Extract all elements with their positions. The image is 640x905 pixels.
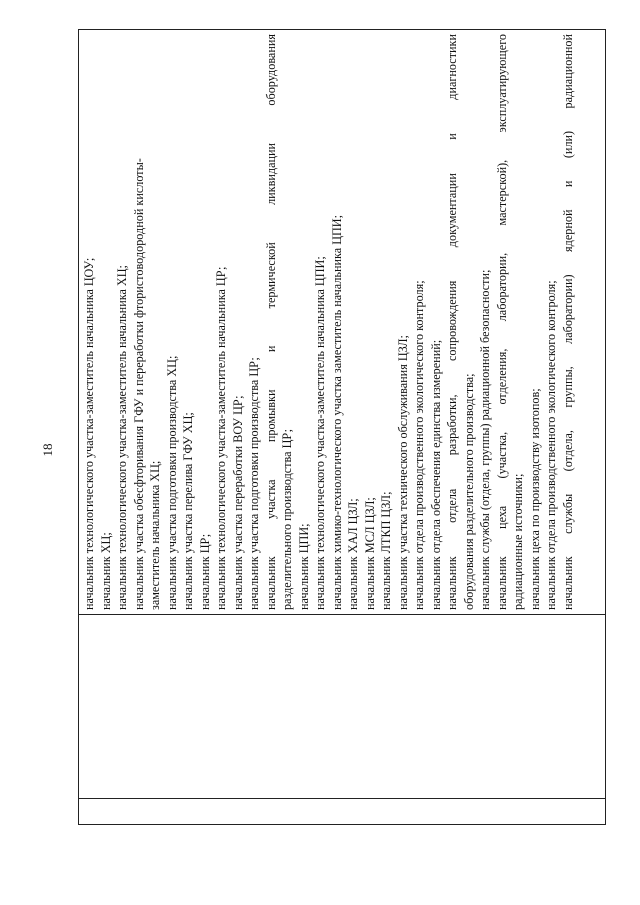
list-item: начальник ЦПИ; bbox=[296, 523, 311, 610]
table-row bbox=[79, 30, 606, 825]
list-item: начальник участка подготовки производства ЦР; bbox=[247, 357, 261, 610]
page-number: 18 bbox=[40, 443, 55, 457]
positions-table bbox=[78, 29, 606, 825]
table-cell-category bbox=[79, 615, 606, 799]
list-item: начальник службы (отдела, группы) радиационной безопасности; bbox=[478, 269, 492, 610]
list-item: оборудования разделительного производства; bbox=[461, 373, 476, 610]
list-item: начальник участка обесфторивания ГФУ и переработки фтористоводородной кислоты- bbox=[131, 158, 146, 610]
list-item: начальник ЛТКП ЦЗЛ; bbox=[379, 491, 393, 610]
list-item: начальник участка промывки и термической ликвидации оборудования bbox=[263, 34, 278, 610]
table-cell-positions bbox=[79, 30, 606, 615]
list-item: начальник участка технического обслуживания ЦЗЛ; bbox=[395, 335, 410, 610]
list-item: начальник цеха по производству изотопов; bbox=[527, 388, 542, 610]
table-cell-number bbox=[79, 799, 606, 825]
list-item: начальник участка подготовки производства ХЦ; bbox=[164, 355, 179, 610]
list-item: начальник технологического участка-заместитель начальника ЦР; bbox=[214, 266, 228, 610]
list-item: заместитель начальника ХЦ; bbox=[148, 460, 162, 610]
rotated-document bbox=[78, 33, 606, 825]
list-item: начальник технологического участка-заместитель начальника ХЦ; bbox=[115, 265, 129, 610]
list-item: начальник участка перелива ГФУ ХЦ; bbox=[181, 412, 195, 610]
list-item: начальник технологического участка-заместитель начальника ЦОУ; bbox=[82, 257, 96, 610]
list-item: начальник отдела производственного экологического контроля; bbox=[412, 280, 426, 610]
list-item: начальник ХАЛ ЦЗЛ; bbox=[346, 498, 360, 610]
list-item: начальник цеха (участка, отделения, лаборатории, мастерской), эксплуатирующего bbox=[494, 34, 509, 610]
list-item: начальник службы (отдела, группы, лаборатории) ядерной и (или) радиационной bbox=[560, 34, 575, 610]
list-item: разделительного производства ЦР; bbox=[280, 428, 294, 610]
list-item: начальник отдела обеспечения единства измерений; bbox=[428, 339, 443, 610]
list-item: начальник отдела производственного экологического контроля; bbox=[544, 280, 558, 610]
list-item: начальник ХЦ; bbox=[98, 532, 113, 610]
list-item: начальник технологического участка-заместитель начальника ЦПИ; bbox=[313, 256, 327, 610]
list-item: начальник отдела разработки, сопровождения документации и диагностики bbox=[445, 34, 459, 610]
positions-list bbox=[79, 30, 576, 614]
list-item: радиационные источники; bbox=[511, 473, 525, 610]
list-item: начальник МСЛ ЦЗЛ; bbox=[362, 497, 377, 610]
list-item: начальник участка переработки ВОУ ЦР; bbox=[230, 395, 245, 610]
list-item: начальник химико-технологического участка заместитель начальника ЦПИ; bbox=[329, 215, 344, 610]
list-item: начальник ЦР; bbox=[197, 533, 212, 610]
